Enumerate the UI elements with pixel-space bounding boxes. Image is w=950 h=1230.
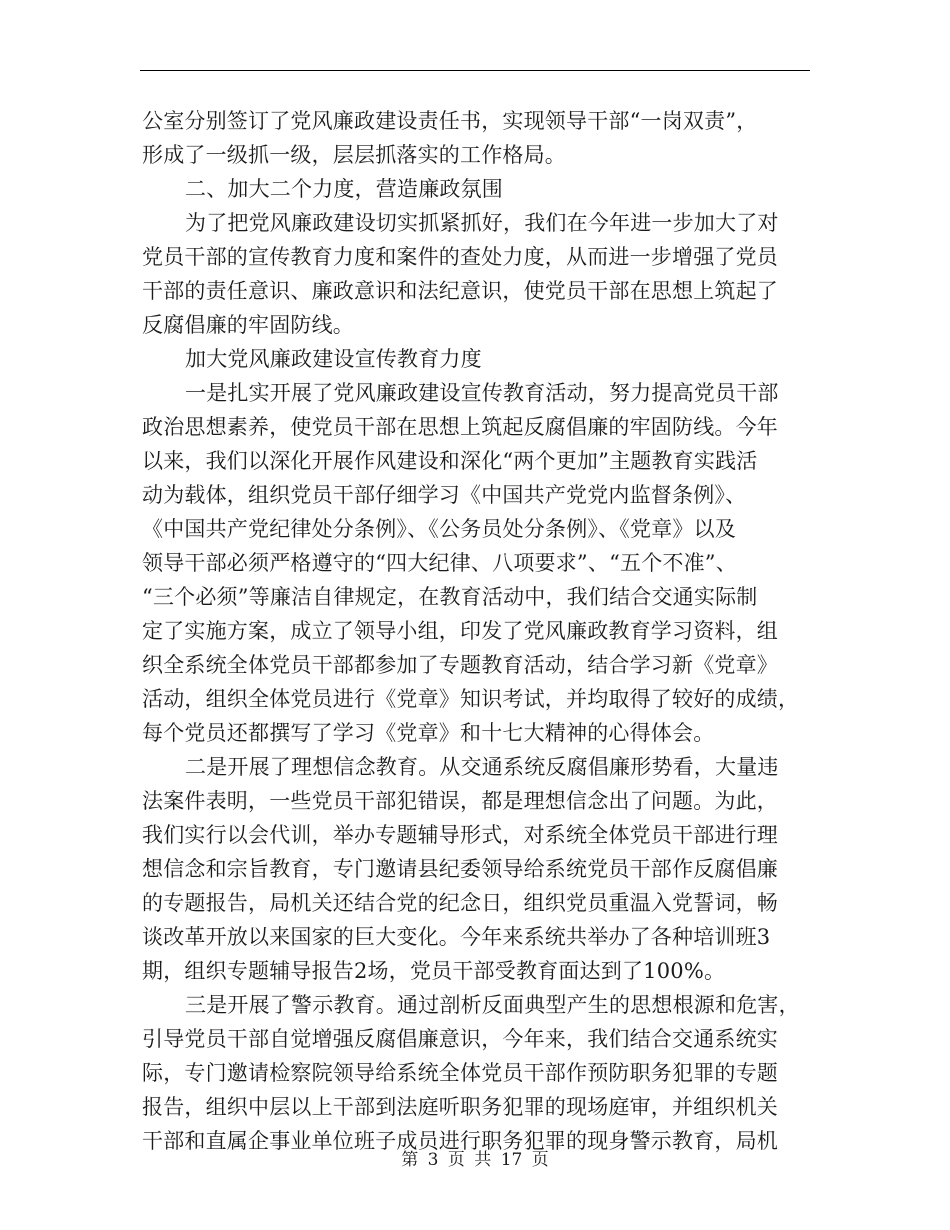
text-line: 活动，组织全体党员进行《党章》知识考试，并均取得了较好的成绩， (142, 687, 800, 711)
text-line: 际，专门邀请检察院领导给系统全体党员干部作预防职务犯罪的专题 (142, 1061, 778, 1085)
text-line: 引导党员干部自觉增强反腐倡廉意识，今年来，我们结合交通系统实 (142, 1027, 778, 1051)
text-line: 一是扎实开展了党风廉政建设宣传教育活动，努力提高党员干部 (185, 381, 779, 405)
text-line: 形成了一级抓一级，层层抓落实的工作格局。 (142, 143, 566, 167)
text-line: 《中国共产党纪律处分条例》、《公务员处分条例》、《党章》以及 (142, 517, 736, 541)
text-line: 二是开展了理想信念教育。从交通系统反腐倡廉形势看，大量违 (185, 755, 779, 779)
text-line: 我们实行以会代训，举办专题辅导形式，对系统全体党员干部进行理 (142, 823, 778, 847)
page-number-footer: 第 3 页 共 17 页 (401, 1150, 549, 1170)
text-line: 党员干部的宣传教育力度和案件的查处力度，从而进一步增强了党员 (142, 245, 778, 269)
text-line: 以来，我们以深化开展作风建设和深化“两个更加”主题教育实践活 (142, 449, 758, 473)
text-line: 公室分别签订了党风廉政建设责任书，实现领导干部“一岗双责”， (142, 109, 758, 133)
text-line: 政治思想素养，使党员干部在思想上筑起反腐倡廉的牢固防线。今年 (142, 415, 778, 439)
document-body (142, 104, 812, 1158)
header-rule (140, 70, 810, 71)
text-line: 的专题报告，局机关还结合党的纪念日，组织党员重温入党誓词，畅 (142, 891, 778, 915)
text-line: 干部和直属企事业单位班子成员进行职务犯罪的现身警示教育，局机 (142, 1129, 778, 1153)
text-line: 领导干部必须严格遵守的“四大纪律、八项要求”、“五个不准”、 (142, 551, 737, 575)
text-line: 期，组织专题辅导报告2场，党员干部受教育面达到了100%。 (142, 959, 726, 983)
subsection-heading: 加大党风廉政建设宣传教育力度 (185, 347, 482, 371)
text-line: 报告，组织中层以上干部到法庭听职务犯罪的现场庭审，并组织机关 (142, 1095, 778, 1119)
text-line: 谈改革开放以来国家的巨大变化。今年来系统共举办了各种培训班3 (142, 925, 771, 949)
text-line: 干部的责任意识、廉政意识和法纪意识，使党员干部在思想上筑起了 (142, 279, 778, 303)
text-line: 定了实施方案，成立了领导小组，印发了党风廉政教育学习资料，组 (142, 619, 778, 643)
section-heading: 二、加大二个力度，营造廉政氛围 (185, 177, 503, 201)
text-line: 动为载体，组织党员干部仔细学习《中国共产党党内监督条例》、 (142, 483, 747, 507)
text-line: 反腐倡廉的牢固防线。 (142, 313, 354, 337)
text-line: 为了把党风廉政建设切实抓紧抓好，我们在今年进一步加大了对 (185, 211, 779, 235)
text-line: 想信念和宗旨教育，专门邀请县纪委领导给系统党员干部作反腐倡廉 (142, 857, 778, 881)
text-line: 每个党员还都撰写了学习《党章》和十七大精神的心得体会。 (142, 721, 715, 745)
text-line: 三是开展了警示教育。通过剖析反面典型产生的思想根源和危害， (185, 993, 800, 1017)
text-line: “三个必须”等廉洁自律规定，在教育活动中，我们结合交通实际制 (142, 585, 758, 609)
text-line: 法案件表明，一些党员干部犯错误，都是理想信念出了问题。为此， (142, 789, 778, 813)
text-line: 织全系统全体党员干部都参加了专题教育活动，结合学习新《党章》 (142, 653, 778, 677)
